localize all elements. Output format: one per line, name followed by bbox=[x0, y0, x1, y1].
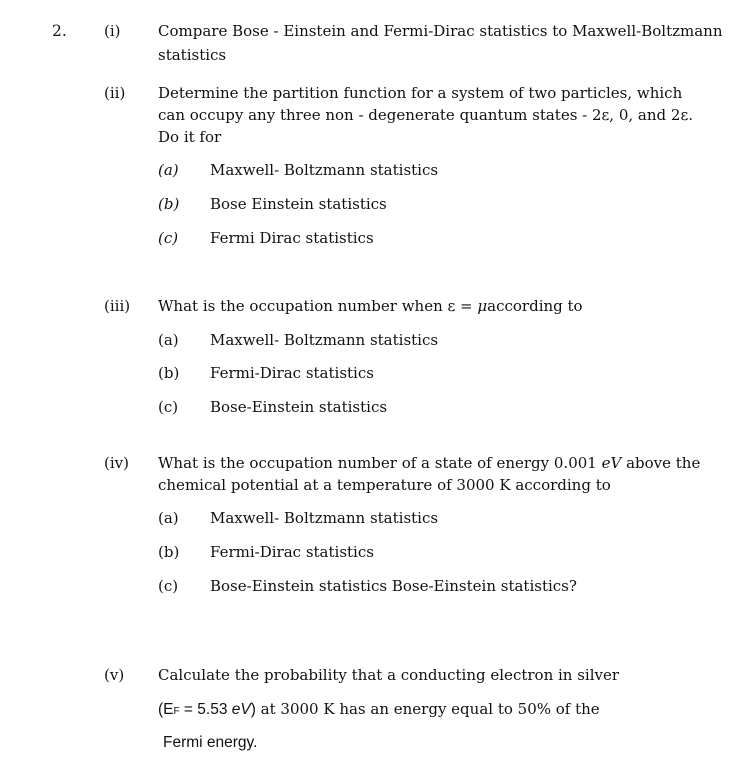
part-iii-option-b-label: (b) bbox=[158, 364, 180, 382]
part-i-line-2: statistics bbox=[158, 46, 227, 64]
part-iii-question bbox=[158, 297, 583, 315]
part-iv-option-b-label: (b) bbox=[158, 543, 180, 561]
part-i-label: (i) bbox=[104, 22, 121, 40]
part-iv-option-b-text: Fermi-Dirac statistics bbox=[210, 543, 374, 561]
part-v-fermi-subscript: F bbox=[173, 706, 180, 717]
part-iv-option-a-label: (a) bbox=[158, 509, 179, 527]
part-iii-option-a-label: (a) bbox=[158, 331, 179, 349]
part-ii-option-c-label: (c) bbox=[158, 229, 179, 247]
part-ii-line-1: Determine the partition function for a system of two particles, which bbox=[158, 84, 683, 102]
part-ii-line-3: Do it for bbox=[158, 128, 222, 146]
part-ii-option-c-text: Fermi Dirac statistics bbox=[210, 229, 374, 247]
part-ii-option-a-label: (a) bbox=[158, 161, 179, 179]
part-iii-option-a-text: Maxwell- Boltzmann statistics bbox=[210, 331, 439, 349]
part-i-line-1: Compare Bose - Einstein and Fermi-Dirac statistics to Maxwell-Boltzmann bbox=[158, 22, 723, 40]
part-iii-mu-symbol: μ bbox=[477, 297, 488, 315]
part-iv-line-1-suffix: above the bbox=[621, 454, 701, 472]
part-ii-option-b-text: Bose Einstein statistics bbox=[210, 195, 387, 213]
question-number: 2. bbox=[52, 22, 67, 40]
part-iv-label: (iv) bbox=[104, 454, 129, 472]
part-v-line-3: Fermi energy. bbox=[163, 734, 258, 751]
part-v-fermi-value: = 5.53 bbox=[179, 701, 232, 718]
part-iii-option-b-text: Fermi-Dirac statistics bbox=[210, 364, 374, 382]
part-iv-line-1 bbox=[158, 454, 700, 472]
part-iv-unit: eV bbox=[601, 454, 622, 472]
part-v-fermi-open: (E bbox=[158, 701, 174, 718]
part-iii-question-suffix: according to bbox=[487, 297, 583, 315]
part-iv-line-1-prefix: What is the occupation number of a state of energy 0.001 bbox=[158, 454, 602, 472]
part-ii-option-a-text: Maxwell- Boltzmann statistics bbox=[210, 161, 439, 179]
part-ii-line-2: can occupy any three non - degenerate quantum states - 2ε, 0, and 2ε. bbox=[158, 106, 693, 124]
part-iv-line-2: chemical potential at a temperature of 3000 K according to bbox=[158, 476, 611, 494]
part-iii-option-c-label: (c) bbox=[158, 398, 179, 416]
part-ii-option-b-label: (b) bbox=[158, 195, 180, 213]
part-ii-label: (ii) bbox=[104, 84, 126, 102]
part-v-line-1: Calculate the probability that a conducting electron in silver bbox=[158, 666, 620, 684]
part-v-label: (v) bbox=[104, 666, 125, 684]
part-iii-question-prefix: What is the occupation number when ε = bbox=[158, 297, 478, 315]
part-v-unit: eV bbox=[231, 701, 251, 718]
part-v-line-2-rest: at 3000 K has an energy equal to 50% of the bbox=[255, 700, 600, 718]
part-iv-option-a-text: Maxwell- Boltzmann statistics bbox=[210, 509, 439, 527]
part-iii-label: (iii) bbox=[104, 297, 131, 315]
part-iii-option-c-text: Bose-Einstein statistics bbox=[210, 398, 388, 416]
part-iv-option-c-label: (c) bbox=[158, 577, 179, 595]
part-v-fermi-close: ) bbox=[250, 701, 256, 718]
part-iv-option-c-text: Bose-Einstein statistics Bose-Einstein statistics? bbox=[210, 577, 577, 595]
part-v-line-2 bbox=[158, 700, 600, 721]
